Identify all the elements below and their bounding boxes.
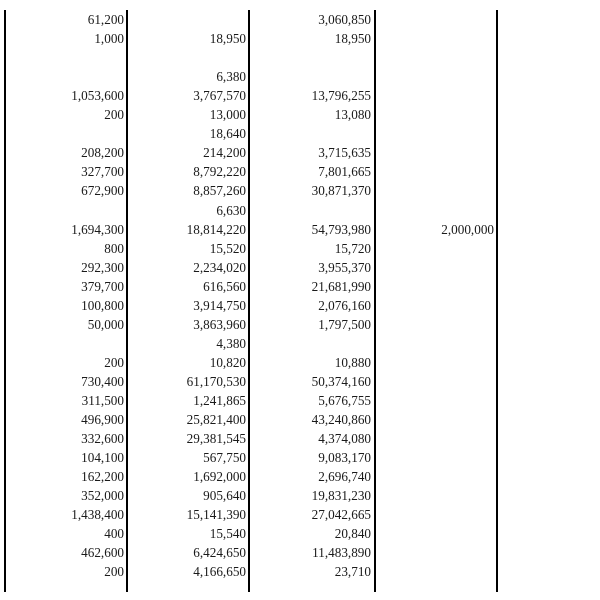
cell-col-1: 462,600: [81, 545, 124, 561]
cell-col-2: 13,000: [209, 107, 246, 123]
cell-col-3: 20,840: [334, 526, 371, 542]
cell-col-2: 10,820: [209, 354, 246, 370]
cell-col-2: 18,950: [209, 31, 246, 47]
cell-col-3: 15,720: [334, 240, 371, 256]
cell-col-1: 352,000: [81, 488, 124, 504]
cell-col-2: 1,692,000: [193, 469, 246, 485]
cell-col-1: 400: [104, 526, 124, 542]
cell-col-2: 3,863,960: [193, 316, 246, 332]
cell-col-2: 214,200: [203, 145, 246, 161]
cell-col-3: 2,076,160: [318, 297, 371, 313]
cell-col-1: 162,200: [81, 469, 124, 485]
column-border-left: [4, 10, 6, 592]
cell-col-3: 13,080: [334, 107, 371, 123]
cell-col-1: 1,438,400: [71, 507, 124, 523]
cell-col-3: 2,696,740: [318, 469, 371, 485]
cell-col-1: 1,694,300: [71, 221, 124, 237]
column-border-2: [248, 10, 250, 592]
cell-col-2: 8,792,220: [193, 164, 246, 180]
cell-col-1: 100,800: [81, 297, 124, 313]
cell-col-2: 15,520: [209, 240, 246, 256]
cell-col-1: 730,400: [81, 373, 124, 389]
cell-col-3: 3,955,370: [318, 259, 371, 275]
cell-col-2: 4,380: [216, 335, 246, 351]
cell-col-2: 29,381,545: [186, 431, 246, 447]
cell-col-1: 311,500: [81, 393, 124, 408]
cell-col-3: 3,715,635: [318, 145, 371, 161]
cell-col-3: 10,880: [334, 354, 371, 370]
cell-col-2: 8,857,260: [193, 183, 246, 199]
cell-col-2: 15,141,390: [186, 507, 246, 523]
cell-col-3: 18,950: [334, 31, 371, 47]
cell-col-1: 1,053,600: [71, 88, 124, 104]
cell-col-4: 2,000,000: [441, 221, 494, 237]
cell-col-2: 18,814,220: [186, 221, 246, 237]
cell-col-3: 23,710: [334, 564, 371, 580]
cell-col-3: 21,681,990: [311, 278, 371, 294]
cell-col-2: 6,380: [216, 69, 246, 85]
cell-col-2: 905,640: [203, 488, 246, 504]
cell-col-1: 61,200: [87, 12, 124, 27]
cell-col-3: 5,676,755: [318, 393, 371, 408]
cell-col-1: 327,700: [81, 164, 124, 180]
cell-col-3: 3,060,850: [318, 12, 371, 27]
cell-col-1: 292,300: [81, 259, 124, 275]
cell-col-1: 50,000: [87, 316, 124, 332]
cell-col-2: 4,166,650: [193, 564, 246, 580]
cell-col-3: 30,871,370: [311, 183, 371, 199]
cell-col-3: 13,796,255: [311, 88, 371, 104]
column-border-4: [496, 10, 498, 592]
cell-col-3: 27,042,665: [311, 507, 371, 523]
cell-col-3: 9,083,170: [318, 450, 371, 466]
cell-col-1: 1,000: [94, 31, 124, 47]
cell-col-3: 54,793,980: [311, 221, 371, 237]
cell-col-2: 3,914,750: [193, 297, 246, 313]
cell-col-2: 18,640: [209, 126, 246, 142]
cell-col-1: 104,100: [81, 450, 124, 466]
cell-col-1: 332,600: [81, 431, 124, 447]
cell-col-3: 19,831,230: [311, 488, 371, 504]
cell-col-2: 61,170,530: [186, 373, 246, 389]
cell-col-2: 1,241,865: [193, 393, 246, 408]
cell-col-1: 208,200: [81, 145, 124, 161]
cell-col-3: 43,240,860: [311, 412, 371, 428]
cell-col-2: 15,540: [209, 526, 246, 542]
cell-col-1: 800: [104, 240, 124, 256]
cell-col-2: 3,767,570: [193, 88, 246, 104]
cell-col-3: 50,374,160: [311, 373, 371, 389]
cell-col-2: 616,560: [203, 278, 246, 294]
column-border-1: [126, 10, 128, 592]
cell-col-3: 4,374,080: [318, 431, 371, 447]
cell-col-3: 1,797,500: [318, 316, 371, 332]
cell-col-1: 200: [104, 107, 124, 123]
cell-col-2: 6,630: [216, 202, 246, 218]
cell-col-1: 496,900: [81, 412, 124, 428]
cell-col-1: 672,900: [81, 183, 124, 199]
cell-col-1: 200: [104, 564, 124, 580]
cell-col-3: 7,801,665: [318, 164, 371, 180]
cell-col-3: 11,483,890: [312, 545, 371, 561]
cell-col-2: 6,424,650: [193, 545, 246, 561]
column-border-3: [374, 10, 376, 592]
cell-col-2: 2,234,020: [193, 259, 246, 275]
cell-col-1: 379,700: [81, 278, 124, 294]
cell-col-2: 567,750: [203, 450, 246, 466]
cell-col-1: 200: [104, 354, 124, 370]
cell-col-2: 25,821,400: [186, 412, 246, 428]
